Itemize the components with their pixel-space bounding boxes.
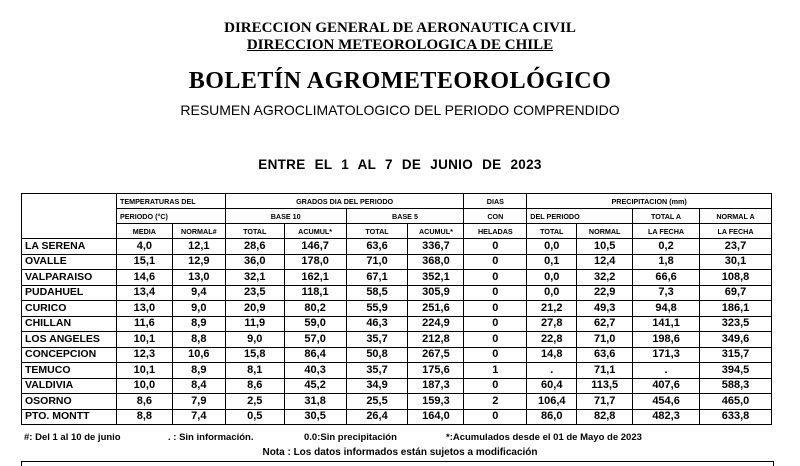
table-row	[22, 409, 772, 425]
temp-media: 10,1	[116, 332, 172, 348]
media-header: MEDIA	[116, 224, 172, 239]
b5-acumul: 336,7	[408, 239, 464, 255]
precip-total: 21,2	[527, 301, 577, 317]
b5-acumul: 352,1	[408, 270, 464, 286]
station-name: OSORNO	[22, 394, 117, 410]
b5-acumul: 175,6	[408, 363, 464, 379]
department-name	[0, 37, 800, 54]
b10-acumul: 31,8	[284, 394, 346, 410]
b5-total: 58,5	[346, 285, 408, 301]
precip-total: 0,1	[527, 254, 577, 270]
precip-total-to-date: 141,1	[633, 316, 700, 332]
table-row	[22, 316, 772, 332]
frost-days: 0	[464, 409, 527, 425]
temp-normal: 8,9	[172, 316, 225, 332]
b10-total: 23,5	[225, 285, 284, 301]
station-name: VALPARAISO	[22, 270, 117, 286]
precip-normal-to-date: 588,3	[700, 378, 772, 394]
temp-normal: 12,1	[172, 239, 225, 255]
dias-header: DIAS	[464, 194, 527, 209]
b5-acumul: 187,3	[408, 378, 464, 394]
temp-group-header: TEMPERATURAS DEL	[116, 194, 225, 209]
la-fecha-normal-header: LA FECHA	[700, 224, 772, 239]
b5-total: 35,7	[346, 332, 408, 348]
precip-normal: 62,7	[577, 316, 633, 332]
precip-normal: 32,2	[577, 270, 633, 286]
temp-media: 14,6	[116, 270, 172, 286]
precip-normal-to-date: 108,8	[700, 270, 772, 286]
b10-acumul: 118,1	[284, 285, 346, 301]
b10-acumul: 146,7	[284, 239, 346, 255]
precip-total: .	[527, 363, 577, 379]
b5-acumul: 224,9	[408, 316, 464, 332]
station-name: CURICO	[22, 301, 117, 317]
temp-media: 13,0	[116, 301, 172, 317]
temp-media: 8,6	[116, 394, 172, 410]
precip-total-to-date: 94,8	[633, 301, 700, 317]
temp-media: 10,0	[116, 378, 172, 394]
precip-normal-to-date: 323,5	[700, 316, 772, 332]
temp-media: 10,1	[116, 363, 172, 379]
del-periodo-header: DEL PERIODO	[527, 209, 633, 224]
total-precip-header: TOTAL	[527, 224, 577, 239]
b10-total: 8,6	[225, 378, 284, 394]
precip-total: 22,8	[527, 332, 577, 348]
b5-acumul: 164,0	[408, 409, 464, 425]
station-name: LA SERENA	[22, 239, 117, 255]
b10-total: 2,5	[225, 394, 284, 410]
b10-acumul: 86,4	[284, 347, 346, 363]
precip-total-to-date: 7,3	[633, 285, 700, 301]
b5-acumul: 368,0	[408, 254, 464, 270]
b10-acumul: 178,0	[284, 254, 346, 270]
b5-total: 67,1	[346, 270, 408, 286]
precip-total-to-date: .	[633, 363, 700, 379]
b5-total: 55,9	[346, 301, 408, 317]
frost-days: 0	[464, 332, 527, 348]
b5-acumul: 267,5	[408, 347, 464, 363]
frost-days: 1	[464, 363, 527, 379]
table-row	[22, 270, 772, 286]
agency-name: DIRECCION GENERAL DE AERONAUTICA CIVIL	[224, 20, 576, 36]
precip-total-to-date: 171,3	[633, 347, 700, 363]
frost-days: 2	[464, 394, 527, 410]
temp-normal: 7,9	[172, 394, 225, 410]
precip-total-to-date: 198,6	[633, 332, 700, 348]
precip-normal: 12,4	[577, 254, 633, 270]
precip-normal-to-date: 349,6	[700, 332, 772, 348]
frost-days: 0	[464, 301, 527, 317]
header-row-3	[22, 224, 772, 239]
station-name: TEMUCO	[22, 363, 117, 379]
b10-total: 11,9	[225, 316, 284, 332]
bulletin-subtitle: RESUMEN AGROCLIMATOLOGICO DEL PERIODO COMPRENDIDO	[180, 102, 620, 118]
acumul-b5-header: ACUMUL*	[408, 224, 464, 239]
b10-total: 36,0	[225, 254, 284, 270]
b5-total: 34,9	[346, 378, 408, 394]
b5-acumul: 251,6	[408, 301, 464, 317]
b10-total: 0,5	[225, 409, 284, 425]
b10-total: 20,9	[225, 301, 284, 317]
helados-header: HELADAS	[464, 224, 527, 239]
precip-total-to-date: 482,3	[633, 409, 700, 425]
table-row	[22, 378, 772, 394]
table-row	[22, 285, 772, 301]
b10-total: 28,6	[225, 239, 284, 255]
station-name: CHILLAN	[22, 316, 117, 332]
b5-acumul: 159,3	[408, 394, 464, 410]
footnote-no-precip: 0.0:Sin precipitación	[304, 432, 397, 443]
b10-total: 15,8	[225, 347, 284, 363]
total-b5-header: TOTAL	[346, 224, 408, 239]
frost-days: 0	[464, 239, 527, 255]
bulletin-title: BOLETÍN AGROMETEOROLÓGICO	[188, 68, 612, 94]
precip-normal-to-date: 30,1	[700, 254, 772, 270]
precip-total-to-date: 1,8	[633, 254, 700, 270]
base5-header: BASE 5	[346, 209, 464, 224]
b10-acumul: 59,0	[284, 316, 346, 332]
precip-normal: 113,5	[577, 378, 633, 394]
temp-normal: 10,6	[172, 347, 225, 363]
temp-media: 12,3	[116, 347, 172, 363]
header-row-2	[22, 209, 772, 224]
b5-total: 71,0	[346, 254, 408, 270]
b10-acumul: 45,2	[284, 378, 346, 394]
precip-total: 106,4	[527, 394, 577, 410]
precip-total: 86,0	[527, 409, 577, 425]
b5-total: 46,3	[346, 316, 408, 332]
precip-normal: 10,5	[577, 239, 633, 255]
footnote-accumulated: *:Acumulados desde el 01 de Mayo de 2023	[446, 432, 642, 443]
precip-normal: 49,3	[577, 301, 633, 317]
temp-normal: 8,9	[172, 363, 225, 379]
footnote-no-info: . : Sin información.	[168, 432, 254, 443]
frost-days: 0	[464, 270, 527, 286]
temp-media: 8,8	[116, 409, 172, 425]
precip-normal-to-date: 315,7	[700, 347, 772, 363]
temp-media: 13,4	[116, 285, 172, 301]
department-name-text: DIRECCION METEOROLOGICA DE CHILE	[246, 37, 554, 53]
b5-total: 35,7	[346, 363, 408, 379]
precip-normal-to-date: 186,1	[700, 301, 772, 317]
precip-total: 0,0	[527, 239, 577, 255]
temp-normal: 8,8	[172, 332, 225, 348]
b10-total: 9,0	[225, 332, 284, 348]
b10-acumul: 162,1	[284, 270, 346, 286]
table-row	[22, 363, 772, 379]
table-row	[22, 239, 772, 255]
frost-days: 0	[464, 378, 527, 394]
b10-acumul: 40,3	[284, 363, 346, 379]
b5-total: 63,6	[346, 239, 408, 255]
station-name: VALDIVIA	[22, 378, 117, 394]
total-b10-header: TOTAL	[225, 224, 284, 239]
temp-normal: 9,0	[172, 301, 225, 317]
frost-days: 0	[464, 316, 527, 332]
normal-precip-header: NORMAL	[577, 224, 633, 239]
precip-normal: 63,6	[577, 347, 633, 363]
precip-total: 27,8	[527, 316, 577, 332]
temp-normal: 9,4	[172, 285, 225, 301]
precip-normal: 71,7	[577, 394, 633, 410]
precip-total-to-date: 0,2	[633, 239, 700, 255]
precip-total: 14,8	[527, 347, 577, 363]
table-row	[22, 394, 772, 410]
frost-days: 0	[464, 347, 527, 363]
table-row	[22, 332, 772, 348]
b10-total: 8,1	[225, 363, 284, 379]
b10-total: 32,1	[225, 270, 284, 286]
disclaimer-note: Nota : Los datos informados están sujetos a modificación	[262, 447, 538, 458]
table-row	[22, 301, 772, 317]
b5-acumul: 212,8	[408, 332, 464, 348]
b5-acumul: 305,9	[408, 285, 464, 301]
station-header-cell	[22, 194, 117, 239]
header-row-1	[22, 194, 772, 209]
table-body	[22, 239, 772, 425]
agro-summary-table	[21, 193, 772, 425]
temp-normal: 13,0	[172, 270, 225, 286]
station-name: OVALLE	[22, 254, 117, 270]
table-row	[22, 347, 772, 363]
precip-total-to-date: 66,6	[633, 270, 700, 286]
station-name: PTO. MONTT	[22, 409, 117, 425]
precip-group-header: PRECIPITACION (mm)	[527, 194, 772, 209]
b5-total: 25,5	[346, 394, 408, 410]
precip-normal-to-date: 633,8	[700, 409, 772, 425]
temp-normal: 7,4	[172, 409, 225, 425]
temp-period-header: PERIODO (°C)	[116, 209, 225, 224]
precip-total-to-date: 407,6	[633, 378, 700, 394]
b10-acumul: 80,2	[284, 301, 346, 317]
b5-total: 50,8	[346, 347, 408, 363]
precip-normal: 82,8	[577, 409, 633, 425]
temp-normal: 12,9	[172, 254, 225, 270]
bottom-frame	[21, 461, 774, 466]
station-name: CONCEPCION	[22, 347, 117, 363]
total-a-header: TOTAL A	[633, 209, 700, 224]
station-name: PUDAHUEL	[22, 285, 117, 301]
precip-total: 60,4	[527, 378, 577, 394]
precip-normal-to-date: 394,5	[700, 363, 772, 379]
precip-total: 0,0	[527, 285, 577, 301]
b10-acumul: 57,0	[284, 332, 346, 348]
con-header: CON	[464, 209, 527, 224]
precip-normal-to-date: 69,7	[700, 285, 772, 301]
la-fecha-total-header: LA FECHA	[633, 224, 700, 239]
precip-normal-to-date: 23,7	[700, 239, 772, 255]
grados-group-header: GRADOS DIA DEL PERIODO	[225, 194, 464, 209]
base10-header: BASE 10	[225, 209, 346, 224]
precip-total: 0,0	[527, 270, 577, 286]
station-name: LOS ANGELES	[22, 332, 117, 348]
frost-days: 0	[464, 285, 527, 301]
footnote-normal: #: Del 1 al 10 de junio	[24, 432, 121, 443]
period-range: ENTRE EL 1 AL 7 DE JUNIO DE 2023	[258, 157, 542, 172]
normal-a-header: NORMAL A	[700, 209, 772, 224]
temp-media: 15,1	[116, 254, 172, 270]
precip-normal: 22,9	[577, 285, 633, 301]
b5-total: 26,4	[346, 409, 408, 425]
precip-total-to-date: 454,6	[633, 394, 700, 410]
temp-media: 4,0	[116, 239, 172, 255]
temp-normal: 8,4	[172, 378, 225, 394]
normal-temp-header: NORMAL#	[172, 224, 225, 239]
precip-normal-to-date: 465,0	[700, 394, 772, 410]
temp-media: 11,6	[116, 316, 172, 332]
precip-normal: 71,0	[577, 332, 633, 348]
acumul-b10-header: ACUMUL*	[284, 224, 346, 239]
b10-acumul: 30,5	[284, 409, 346, 425]
precip-normal: 71,1	[577, 363, 633, 379]
table-row	[22, 254, 772, 270]
frost-days: 0	[464, 254, 527, 270]
